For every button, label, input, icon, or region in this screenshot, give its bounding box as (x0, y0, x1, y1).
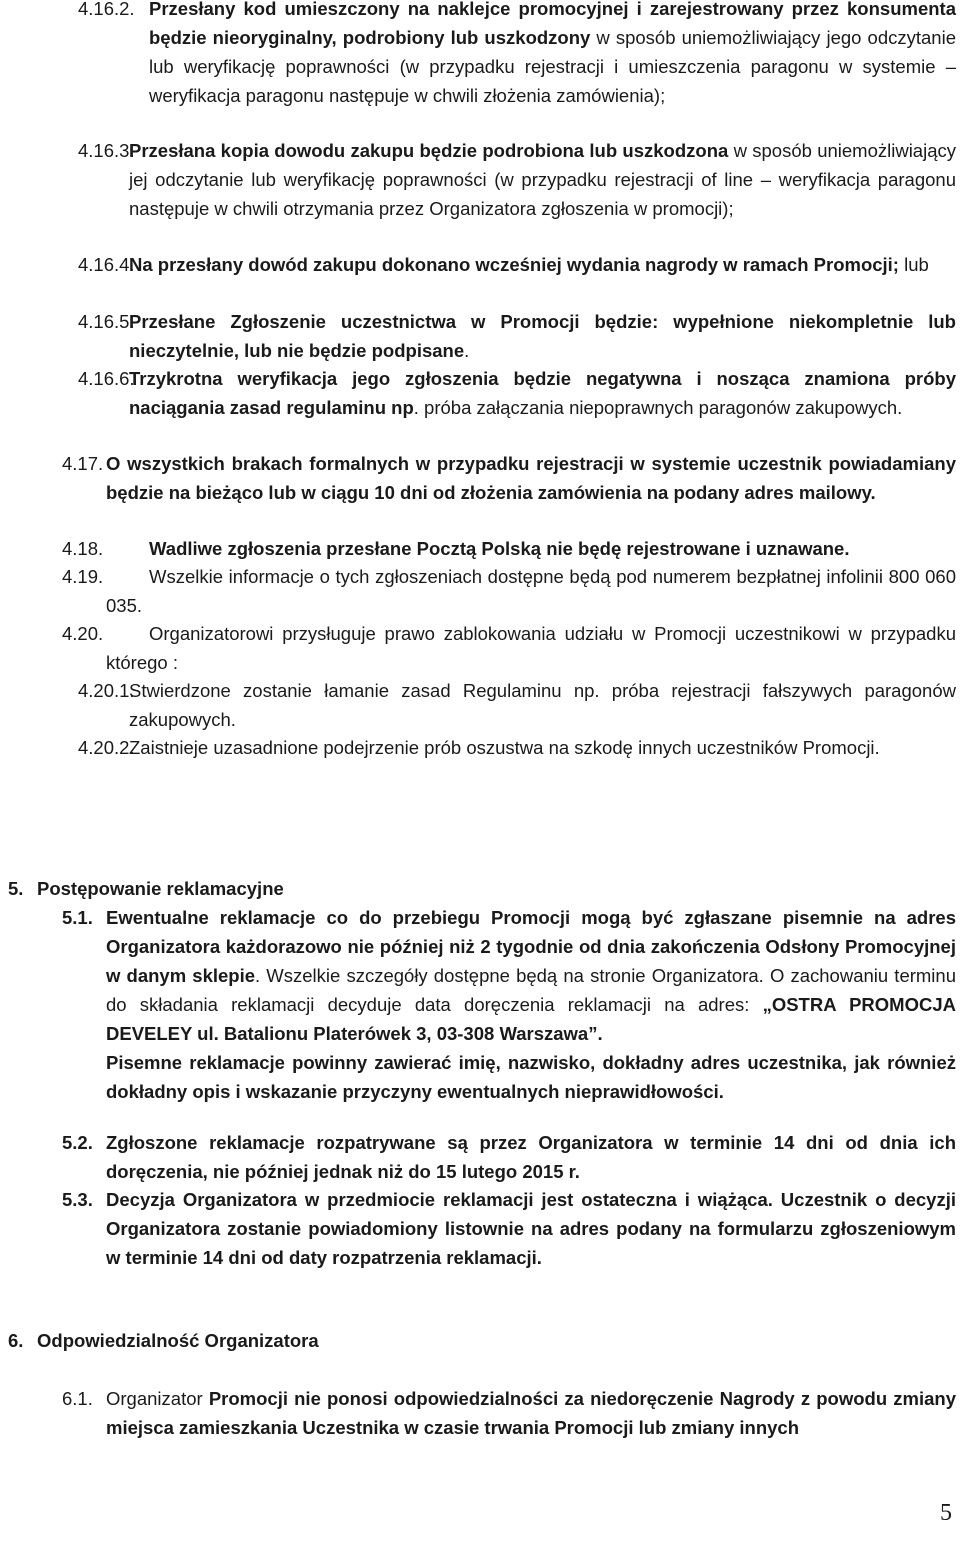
clause-text: Ewentualne reklamacje co do przebiegu Promocji mogą być zgłaszane pisemnie na adres Organizatora każdorazowo nie później niż 2 tygodnie od dnia zakończenia Odsłony Promocyjnej w danym sklepie. Wszelkie szczegóły dostępne będą na stronie Organizatora. O zachowaniu terminu do składania reklamacji decyduje data doręczenia reklamacji na adres: „OSTRA PROMOCJA DEVELEY ul. Batalionu Platerówek 3, 03-308 Warszawa”. Pisemne reklamacje powinny zawierać imię, nazwisko, dokładny adres uczestnika, jak również dokładny opis i wskazanie przyczyny ewentualnych nieprawidłowości. (106, 907, 956, 1102)
clause-number: 4.16.2. (78, 0, 135, 19)
clause-text: Stwierdzone zostanie łamanie zasad Regulaminu np. próba rejestracji fałszywych paragonów zakupowych. (129, 680, 956, 730)
clause-number: 5.1. (62, 907, 93, 928)
clause-text: Organizatorowi przysługuje prawo zablokowania udziału w Promocji uczestnikowi w przypadku którego : (106, 623, 956, 673)
clause-text: Trzykrotna weryfikacja jego zgłoszenia będzie negatywna i nosząca znamiona próby naciągania zasad regulaminu np. próba załączania niepoprawnych paragonów zakupowych. (129, 368, 956, 418)
clause-text: Organizator Promocji nie ponosi odpowiedzialności za niedoręczenie Nagrody z powodu zmiany miejsca zamieszkania Uczestnika w czasie trwania Promocji lub zmiany innych (106, 1388, 956, 1438)
clause-number: 4.16.4. (78, 254, 135, 275)
section-title: Odpowiedzialność Organizatora (37, 1330, 319, 1351)
clause-number: 4.20. (62, 623, 104, 644)
clause-4-20-2 (78, 733, 956, 762)
clause-number: 4.20.2. (78, 737, 135, 758)
clause-text: Przesłana kopia dowodu zakupu będzie podrobiona lub uszkodzona w sposób uniemożliwiający jej odczytanie lub weryfikację poprawności (w przypadku rejestracji of line – weryfikacja paragonu następuje w chwili otrzymania przez Organizatora zgłoszenia w promocji); (129, 140, 956, 219)
clause-number: 5.2. (62, 1132, 93, 1153)
clause-text: Na przesłany dowód zakupu dokonano wcześniej wydania nagrody w ramach Promocji; lub (129, 254, 929, 275)
clause-text: Wszelkie informacje o tych zgłoszeniach dostępne będą pod numerem bezpłatnej infolinii 800 060 035. (106, 566, 956, 616)
clause-6-1 (62, 1384, 956, 1442)
clause-text: Wadliwe zgłoszenia przesłane Pocztą Polską nie będę rejestrowane i uznawane. (149, 538, 850, 559)
page-number: 5 (940, 1500, 952, 1526)
clause-number: 4.16.3. (78, 140, 135, 161)
clause-5-1 (62, 903, 956, 1106)
clause-4-16-5 (78, 307, 956, 365)
section-5-heading (8, 874, 284, 903)
clause-5-2 (62, 1128, 956, 1186)
clause-4-20 (62, 619, 956, 677)
clause-4-16-2 (78, 0, 956, 110)
clause-number: 4.19. (62, 566, 104, 587)
clause-number: 6.1. (62, 1388, 93, 1409)
clause-5-3 (62, 1185, 956, 1272)
clause-text: Zaistnieje uzasadnione podejrzenie prób oszustwa na szkodę innych uczestników Promocji. (129, 737, 880, 758)
clause-4-16-4 (78, 250, 956, 279)
clause-text: Zgłoszone reklamacje rozpatrywane są przez Organizatora w terminie 14 dni od dnia ich doręczenia, nie później jednak niż do 15 lutego 2015 r. (106, 1132, 956, 1182)
clause-4-19 (62, 562, 956, 620)
section-number: 5. (8, 878, 24, 899)
section-title: Postępowanie reklamacyjne (37, 878, 284, 899)
clause-number: 4.16.6. (78, 368, 135, 389)
section-6-heading (8, 1326, 319, 1355)
clause-text: Przesłane Zgłoszenie uczestnictwa w Promocji będzie: wypełnione niekompletnie lub nieczytelnie, lub nie będzie podpisane. (129, 311, 956, 361)
clause-text: Decyzja Organizatora w przedmiocie reklamacji jest ostateczna i wiążąca. Uczestnik o decyzji Organizatora zostanie powiadomiony listownie na adres podany na formularzu zgłoszeniowym w terminie 14 dni od daty rozpatrzenia reklamacji. (106, 1189, 956, 1268)
clause-text: Przesłany kod umieszczony na naklejce promocyjnej i zarejestrowany przez konsumenta będzie nieoryginalny, podrobiony lub uszkodzony w sposób uniemożliwiający jego odczytanie lub weryfikację poprawności (w przypadku rejestracji i umieszczenia paragonu w systemie – weryfikacja paragonu następuje w chwili złożenia zamówienia); (149, 0, 956, 106)
clause-number: 4.20.1. (78, 680, 135, 701)
clause-number: 4.18. (62, 538, 104, 559)
section-number: 6. (8, 1330, 24, 1351)
clause-4-17 (62, 449, 956, 507)
clause-number: 5.3. (62, 1189, 93, 1210)
clause-4-16-3 (78, 136, 956, 223)
clause-number: 4.17. (62, 453, 104, 474)
clause-4-18 (62, 534, 956, 563)
clause-text: O wszystkich brakach formalnych w przypadku rejestracji w systemie uczestnik powiadamiany będzie na bieżąco lub w ciągu 10 dni od złożenia zamówienia na podany adres mailowy. (106, 453, 956, 503)
clause-4-20-1 (78, 676, 956, 734)
clause-4-16-6 (78, 364, 956, 422)
clause-number: 4.16.5. (78, 311, 135, 332)
